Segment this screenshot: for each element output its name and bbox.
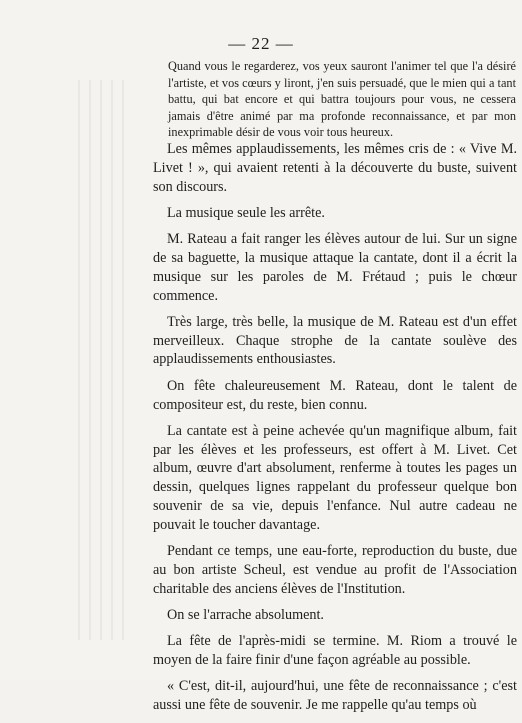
paragraph: On fête chaleureusement M. Rateau, dont le talent de compositeur est, du reste, bien connu. bbox=[153, 377, 517, 413]
paragraph: Très large, très belle, la musique de M. Rateau est d'un effet merveilleux. Chaque strophe de la cantate soulève des applaudissements enthousiastes. bbox=[153, 313, 517, 368]
body-text bbox=[153, 140, 517, 723]
bleed-through-table bbox=[78, 80, 133, 640]
paragraph: Les mêmes applaudissements, les mêmes cris de : « Vive M. Livet ! », qui avaient retenti à la découverte du buste, suivent son discours. bbox=[153, 141, 517, 195]
paragraph: La fête de l'après-midi se termine. M. Riom a trouvé le moyen de la faire finir d'une façon agréable au possible. bbox=[153, 633, 517, 669]
page-number: — 22 — bbox=[228, 34, 294, 53]
paragraph: La musique seule les arrête. bbox=[167, 204, 325, 221]
paragraph: « C'est, dit-il, aujourd'hui, une fête de reconnaissance ; c'est aussi une fête de souvenir. Je me rappelle qu'au temps où bbox=[153, 678, 517, 714]
paragraph: On se l'arrache absolument. bbox=[167, 607, 324, 624]
paragraph: Pendant ce temps, une eau-forte, reproduction du buste, due au bon artiste Scheul, est vendue au profit de l'Association charitable des anciens élèves de l'Institution. bbox=[153, 543, 517, 597]
letter-excerpt: Quand vous le regarderez, vos yeux sauront l'animer tel que l'a désiré l'artiste, et vos cœurs y liront, j'en suis persuadé, que le mien qui a tant battu, qui bat encore et qui battra toujours pour vous, ne cessera jamais d'être animé par ma profonde reconnaissance, et par mon inexprimable désir de vous voir tous heureux. bbox=[168, 59, 516, 140]
paragraph: M. Rateau a fait ranger les élèves autour de lui. Sur un signe de sa baguette, la musique attaque la cantate, dont il a écrit la musique sur les paroles de M. Frétaud ; puis le chœur commence. bbox=[153, 231, 517, 304]
paragraph: La cantate est à peine achevée qu'un magnifique album, fait par les élèves et les professeurs, est offert à M. Livet. Cet album, œuvre d'art absolument, renferme à toutes les pages un dessin, quelques lignes rappelant du professeur quelque bon souvenir de sa vie, depuis l'enfance. Nul autre cadeau ne pouvait le toucher davantage. bbox=[153, 422, 517, 533]
